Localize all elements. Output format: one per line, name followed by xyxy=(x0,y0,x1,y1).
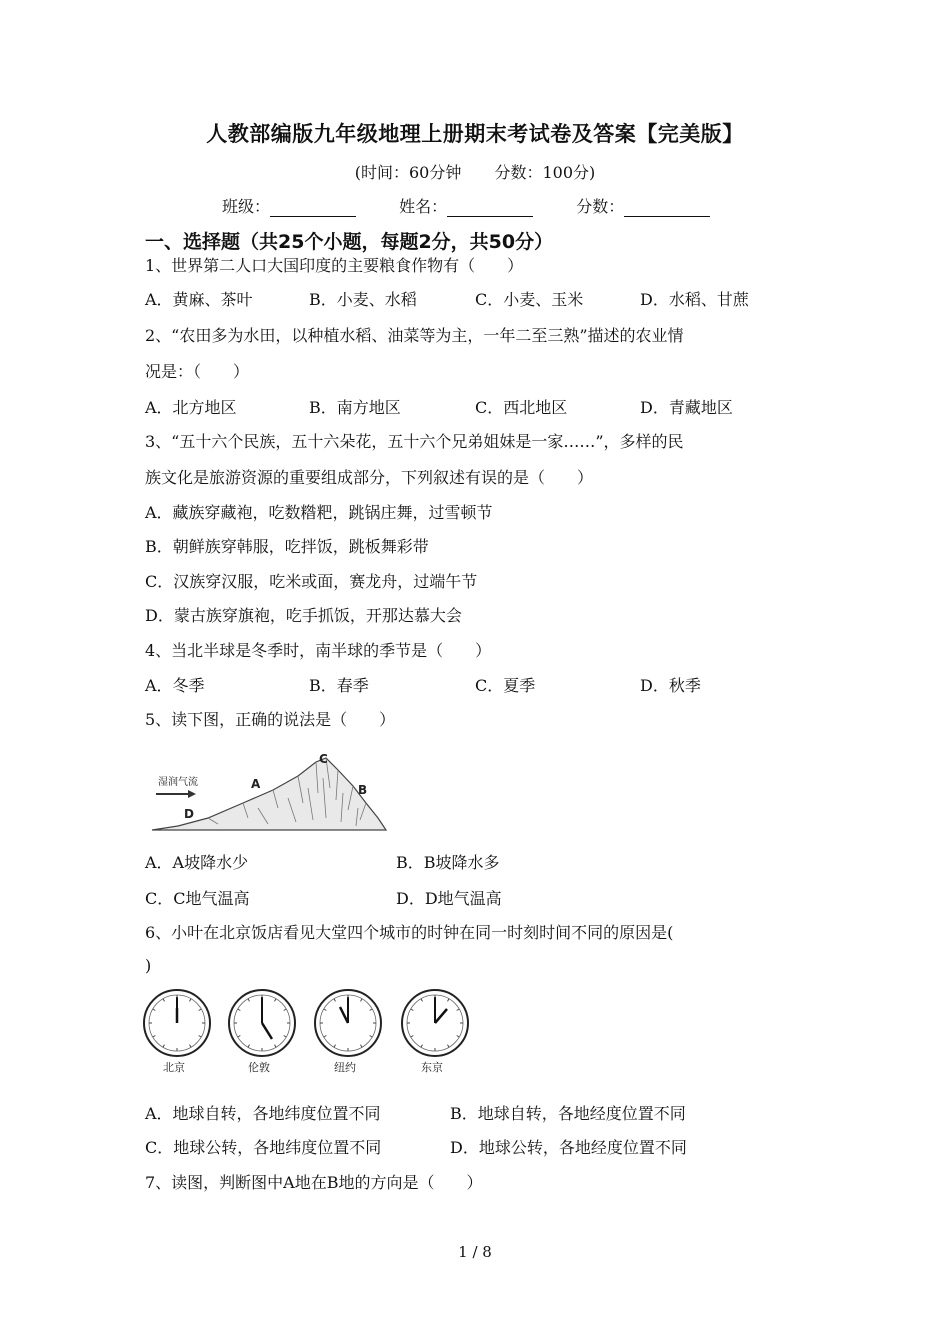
q3-stem-line1: 3、“五十六个民族，五十六朵花，五十六个兄弟姐妹是一家……”，多样的民 xyxy=(145,432,684,451)
q2-option-a[interactable]: A．北方地区 xyxy=(145,398,237,417)
q1-option-c[interactable]: C．小麦、玉米 xyxy=(475,290,584,309)
exam-total-score: 分数：100分) xyxy=(494,163,596,182)
q5-option-a[interactable]: A．A坡降水少 xyxy=(145,853,249,872)
section-heading: 一、选择题（共25个小题，每题2分，共50分） xyxy=(145,231,554,253)
q2-stem-line2: 况是：（ ） xyxy=(145,362,250,381)
clock-label-newyork: 纽约 xyxy=(334,1061,356,1074)
q1-option-a[interactable]: A．黄麻、茶叶 xyxy=(145,290,253,309)
page-title: 人教部编版九年级地理上册期末考试卷及答案【完美版】 xyxy=(206,122,744,146)
q1-option-b[interactable]: B．小麦、水稻 xyxy=(309,290,417,309)
clock-tokyo xyxy=(402,990,468,1074)
exam-info xyxy=(0,160,950,183)
airflow-arrowhead xyxy=(188,790,196,798)
name-blank[interactable] xyxy=(447,200,533,217)
q1-stem: 1、世界第二人口大国印度的主要粮食作物有（ ） xyxy=(145,256,524,275)
clock-newyork xyxy=(315,990,381,1074)
clocks-figure xyxy=(140,983,475,1078)
q5-option-d[interactable]: D．D地气温高 xyxy=(396,889,502,908)
class-label: 班级： xyxy=(222,197,271,216)
score-label: 分数： xyxy=(576,197,625,216)
q4-stem: 4、当北半球是冬季时，南半球的季节是（ ） xyxy=(145,641,492,660)
q5-option-b[interactable]: B．B坡降水多 xyxy=(396,853,500,872)
q1-option-d[interactable]: D．水稻、甘蔗 xyxy=(640,290,749,309)
q3-stem-line2: 族文化是旅游资源的重要组成部分，下列叙述有误的是（ ） xyxy=(145,468,594,487)
q6-option-c[interactable]: C．地球公转，各地纬度位置不同 xyxy=(145,1138,382,1157)
q5-option-c[interactable]: C．C地气温高 xyxy=(145,889,250,908)
class-blank[interactable] xyxy=(270,200,356,217)
q6-option-a[interactable]: A．地球自转，各地纬度位置不同 xyxy=(145,1104,381,1123)
q2-option-d[interactable]: D．青藏地区 xyxy=(640,398,733,417)
q6-stem-line2: ) xyxy=(145,956,152,975)
clock-label-london: 伦敦 xyxy=(248,1061,270,1074)
q3-option-c[interactable]: C．汉族穿汉服，吃米或面，赛龙舟，过端午节 xyxy=(145,572,478,591)
exam-time: (时间：60分钟 xyxy=(354,163,462,182)
q4-option-b[interactable]: B．春季 xyxy=(309,676,369,695)
name-label: 姓名： xyxy=(399,197,448,216)
clock-london xyxy=(229,990,295,1074)
q2-stem-line1: 2、“农田多为水田，以种植水稻、油菜等为主，一年二至三熟”描述的农业情 xyxy=(145,326,684,345)
q3-option-b[interactable]: B．朝鲜族穿韩服，吃拌饭，跳板舞彩带 xyxy=(145,537,429,556)
q2-option-c[interactable]: C．西北地区 xyxy=(475,398,568,417)
clock-label-tokyo: 东京 xyxy=(421,1061,443,1074)
point-a-label: A xyxy=(251,777,261,791)
q6-option-b[interactable]: B．地球自转，各地经度位置不同 xyxy=(450,1104,686,1123)
point-c-label: C xyxy=(319,752,328,766)
clock-beijing xyxy=(144,990,210,1074)
q5-stem: 5、读下图，正确的说法是（ ） xyxy=(145,710,396,729)
q3-option-d[interactable]: D．蒙古族穿旗袍，吃手抓饭，开那达慕大会 xyxy=(145,606,462,625)
q4-option-d[interactable]: D．秋季 xyxy=(640,676,701,695)
point-d-label: D xyxy=(184,807,194,821)
point-b-label: B xyxy=(358,783,368,797)
student-fields xyxy=(222,194,748,217)
mountain-figure xyxy=(148,748,388,836)
q6-stem-line1: 6、小叶在北京饭店看见大堂四个城市的时钟在同一时刻时间不同的原因是( xyxy=(145,923,674,942)
q6-option-d[interactable]: D．地球公转，各地经度位置不同 xyxy=(450,1138,687,1157)
clock-label-beijing: 北京 xyxy=(163,1061,185,1074)
q4-option-a[interactable]: A．冬季 xyxy=(145,676,205,695)
q2-option-b[interactable]: B．南方地区 xyxy=(309,398,401,417)
q7-stem: 7、读图，判断图中A地在B地的方向是（ ） xyxy=(145,1173,483,1192)
score-blank[interactable] xyxy=(624,200,710,217)
q4-option-c[interactable]: C．夏季 xyxy=(475,676,536,695)
airflow-label: 湿润气流 xyxy=(158,777,198,788)
page-number: 1 / 8 xyxy=(458,1243,492,1261)
q3-option-a[interactable]: A．藏族穿藏袍，吃数糌粑，跳锅庄舞，过雪顿节 xyxy=(145,503,493,522)
